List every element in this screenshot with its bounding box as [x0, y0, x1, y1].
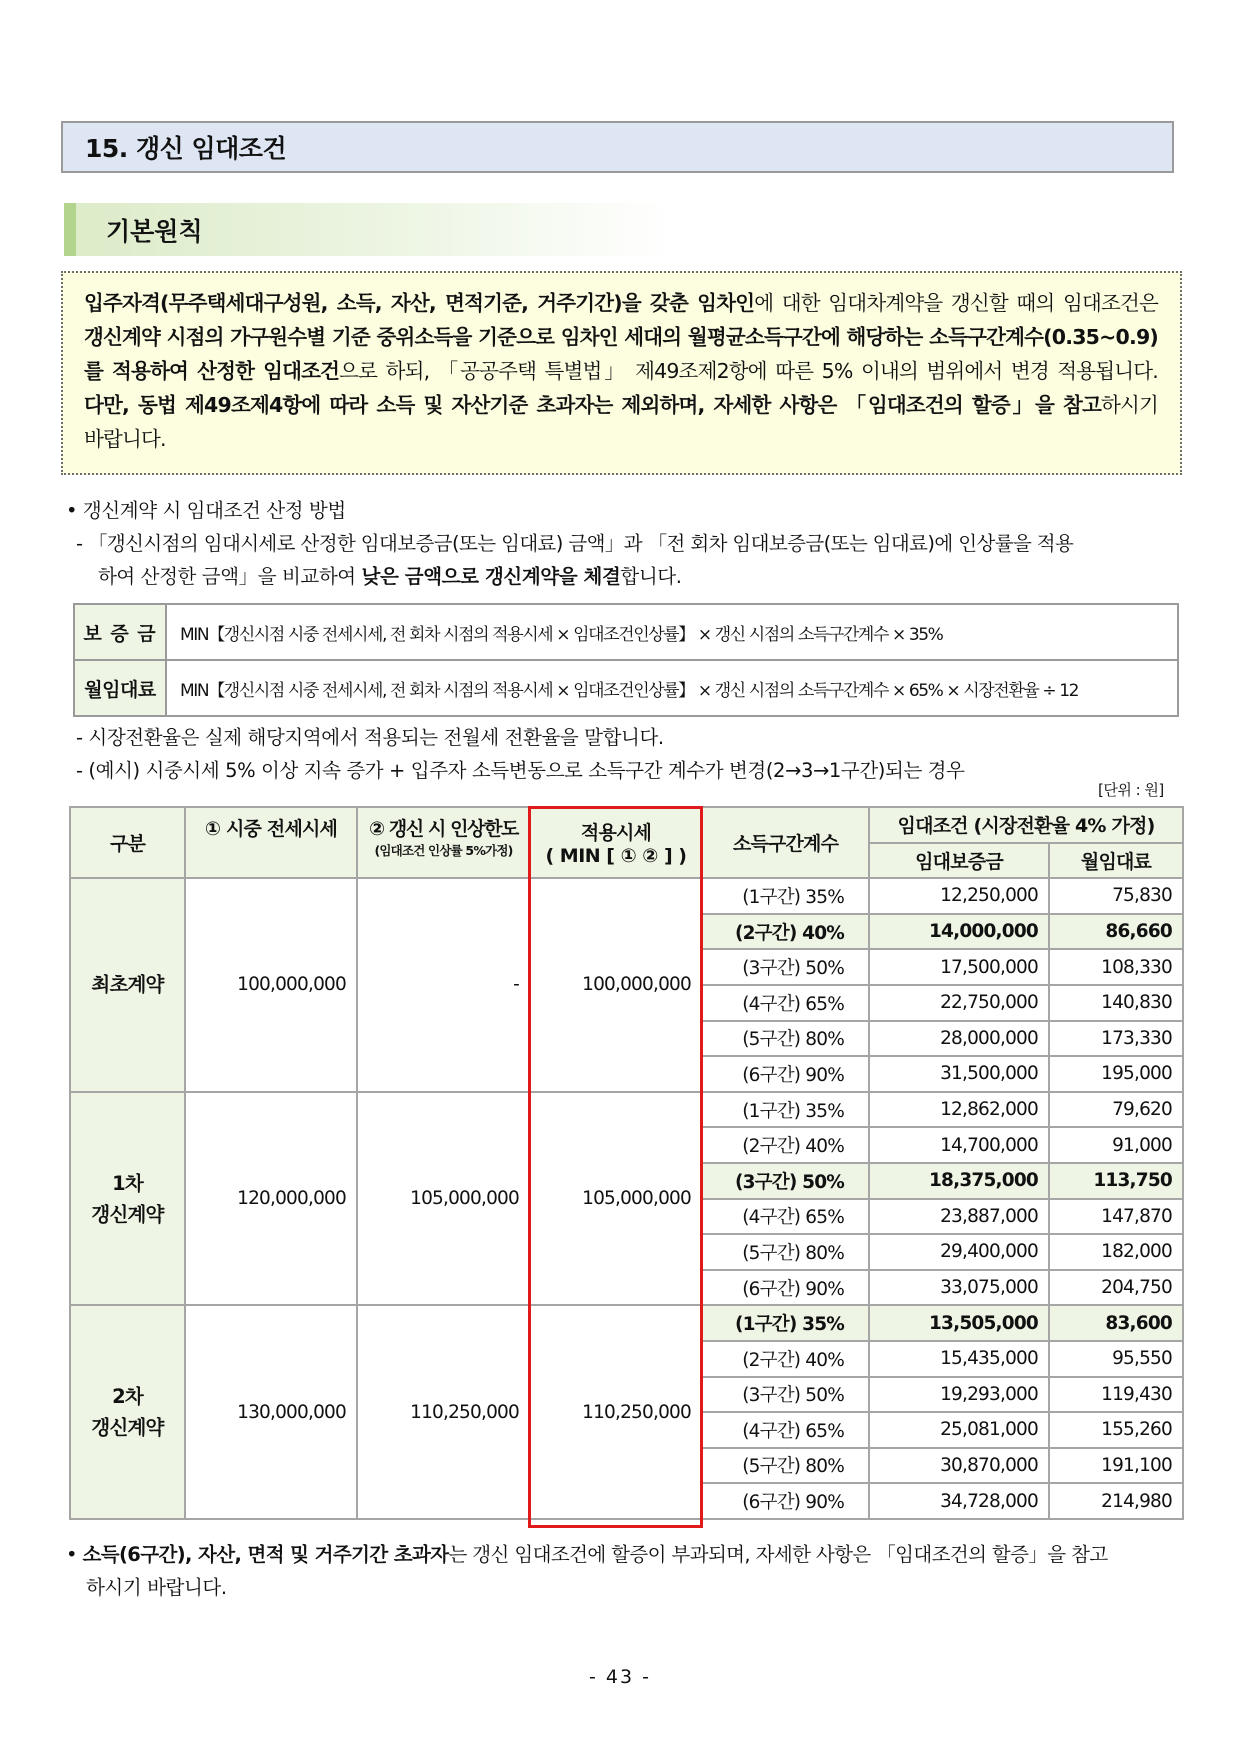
- deposit-cell: 19,293,000: [869, 1377, 1049, 1413]
- group-label-line-2: 갱신계약: [91, 1416, 164, 1440]
- monthly-rent-cell: 83,600: [1049, 1305, 1183, 1341]
- method-line-1: - 「갱신시점의 임대시세로 산정한 임대보증금(또는 임대료) 금액」과 「전 회차 임대보증금(또는 임대료)에 인상률을 적용: [76, 532, 1074, 555]
- header-category: 구분: [70, 807, 185, 878]
- monthly-rent-cell: 86,660: [1049, 914, 1183, 950]
- header-market-price: ① 시중 전세시세: [185, 807, 357, 878]
- income-section-cell: (4구간) 65%: [702, 1412, 869, 1448]
- deposit-cell: 14,700,000: [869, 1127, 1049, 1163]
- deposit-cell: 33,075,000: [869, 1270, 1049, 1306]
- formula-deposit: MIN【갱신시점 시중 전세시세, 전 회차 시점의 적용시세 × 임대조건인상률】 × 갱신 시점의 소득구간계수 × 35%: [166, 604, 1178, 660]
- group-label-line-1: 1차: [112, 1171, 143, 1195]
- table-body: [70, 878, 1183, 1519]
- monthly-rent-cell: 108,330: [1049, 949, 1183, 985]
- formula-label-rent: 월임대료: [74, 660, 166, 716]
- header-applied-price-formula: ( MIN [ ① ② ] ): [545, 845, 687, 868]
- principle-text-1: 입주자격(무주택세대구성원, 소득, 자산, 면적기준, 거주기간)을 갖춘 임차인: [84, 291, 755, 315]
- formula-label-deposit: 보 증 금: [74, 604, 166, 660]
- method-line-2a: 하여 산정한 금액」을 비교하여: [98, 565, 362, 588]
- deposit-cell: 12,862,000: [869, 1092, 1049, 1128]
- renewal-terms-table: [69, 806, 1184, 1520]
- market-price-cell: 100,000,000: [185, 878, 357, 1092]
- group-label: [70, 1092, 185, 1306]
- income-section-cell: (5구간) 80%: [702, 1234, 869, 1270]
- table-row: [70, 1305, 1183, 1341]
- deposit-cell: 18,375,000: [869, 1163, 1049, 1199]
- formula-rent: MIN【갱신시점 시중 전세시세, 전 회차 시점의 적용시세 × 임대조건인상률】 × 갱신 시점의 소득구간계수 × 65% × 시장전환율 ÷ 12: [166, 660, 1178, 716]
- increase-limit-cell: 105,000,000: [357, 1092, 530, 1306]
- deposit-cell: 30,870,000: [869, 1448, 1049, 1484]
- income-section-cell: (1구간) 35%: [702, 878, 869, 914]
- formula-table: [73, 603, 1179, 717]
- monthly-rent-cell: 195,000: [1049, 1056, 1183, 1092]
- income-section-cell: (3구간) 50%: [702, 1163, 869, 1199]
- deposit-cell: 22,750,000: [869, 985, 1049, 1021]
- market-price-cell: 120,000,000: [185, 1092, 357, 1306]
- increase-limit-cell: 110,250,000: [357, 1305, 530, 1519]
- deposit-cell: 28,000,000: [869, 1021, 1049, 1057]
- header-applied-price: [530, 807, 702, 878]
- header-income-coefficient: 소득구간계수: [702, 807, 869, 878]
- method-bullet: • 갱신계약 시 임대조건 산정 방법: [66, 499, 346, 522]
- method-line-2: [98, 560, 682, 594]
- income-section-cell: (2구간) 40%: [702, 914, 869, 950]
- group-label-line-1: 최초계약: [91, 973, 164, 997]
- deposit-cell: 17,500,000: [869, 949, 1049, 985]
- income-section-cell: (3구간) 50%: [702, 1377, 869, 1413]
- deposit-cell: 15,435,000: [869, 1341, 1049, 1377]
- formula-row-deposit: [74, 604, 1178, 660]
- header-increase-limit-label: ② 갱신 시 인상한도: [368, 818, 518, 840]
- method-line-2b: 낮은 금액으로 갱신계약을 체결: [361, 565, 621, 588]
- income-section-cell: (6구간) 90%: [702, 1270, 869, 1306]
- surcharge-note-line-2: 하시기 바랍니다.: [86, 1576, 227, 1599]
- header-increase-limit: [357, 807, 530, 878]
- group-label-line-2: 갱신계약: [91, 1202, 164, 1226]
- subsection-header: [64, 203, 672, 256]
- income-section-cell: (3구간) 50%: [702, 949, 869, 985]
- monthly-rent-cell: 191,100: [1049, 1448, 1183, 1484]
- surcharge-note-text: 는 갱신 임대조건에 할증이 부과되며, 자세한 사항은 「임대조건의 할증」을 참고: [448, 1543, 1108, 1566]
- applied-price-cell: 110,250,000: [530, 1305, 702, 1519]
- table-header-row-1: [70, 807, 1183, 843]
- deposit-cell: 31,500,000: [869, 1056, 1049, 1092]
- section-title: 15. 갱신 임대조건: [61, 121, 1174, 173]
- market-price-cell: 130,000,000: [185, 1305, 357, 1519]
- income-section-cell: (5구간) 80%: [702, 1021, 869, 1057]
- group-label: [70, 1305, 185, 1519]
- deposit-cell: 34,728,000: [869, 1483, 1049, 1519]
- page-number: - 43 -: [589, 1666, 651, 1688]
- principle-text-2: 에 대한 임대차계약을 갱신할 때의 임대조건은: [754, 291, 1159, 315]
- surcharge-note-bold: 소득(6구간), 자산, 면적 및 거주기간 초과자: [82, 1543, 449, 1566]
- subsection-title: 기본원칙: [106, 216, 203, 246]
- income-section-cell: (4구간) 65%: [702, 985, 869, 1021]
- monthly-rent-cell: 182,000: [1049, 1234, 1183, 1270]
- monthly-rent-cell: 155,260: [1049, 1412, 1183, 1448]
- monthly-rent-cell: 214,980: [1049, 1483, 1183, 1519]
- monthly-rent-cell: 147,870: [1049, 1199, 1183, 1235]
- income-section-cell: (1구간) 35%: [702, 1092, 869, 1128]
- income-section-cell: (2구간) 40%: [702, 1341, 869, 1377]
- income-section-cell: (6구간) 90%: [702, 1483, 869, 1519]
- note-conversion-rate: - 시장전환율은 실제 해당지역에서 적용되는 전월세 전환율을 말합니다.: [76, 726, 664, 749]
- income-section-cell: (2구간) 40%: [702, 1127, 869, 1163]
- applied-price-cell: 100,000,000: [530, 878, 702, 1092]
- subsection-accent-bar: [64, 203, 76, 256]
- header-applied-price-label: 적용시세: [580, 822, 652, 845]
- header-monthly-rent: 월임대료: [1049, 843, 1183, 879]
- monthly-rent-cell: 113,750: [1049, 1163, 1183, 1199]
- table-row: [70, 878, 1183, 914]
- deposit-cell: 23,887,000: [869, 1199, 1049, 1235]
- group-label: [70, 878, 185, 1092]
- note-example: - (예시) 시중시세 5% 이상 지속 증가 + 입주자 소득변동으로 소득구간 계수가 변경(2→3→1구간)되는 경우: [76, 759, 965, 782]
- principle-text-6: 하시기 바랍니다.: [84, 393, 1158, 451]
- monthly-rent-cell: 75,830: [1049, 878, 1183, 914]
- income-section-cell: (6구간) 90%: [702, 1056, 869, 1092]
- principle-text-5: 다만, 동법 제49조제4항에 따라 소득 및 자산기준 초과자는 제외하며, 자세한 사항은 「임대조건의 할증」을 참고: [84, 393, 1101, 417]
- income-section-cell: (5구간) 80%: [702, 1448, 869, 1484]
- surcharge-note: • 소득(6구간), 자산, 면적 및 거주기간 초과자는 갱신 임대조건에 할증이 부과되며, 자세한 사항은 「임대조건의 할증」을 참고: [66, 1543, 1108, 1566]
- monthly-rent-cell: 79,620: [1049, 1092, 1183, 1128]
- deposit-cell: 25,081,000: [869, 1412, 1049, 1448]
- income-section-cell: (1구간) 35%: [702, 1305, 869, 1341]
- deposit-cell: 12,250,000: [869, 878, 1049, 914]
- table-row: [70, 1092, 1183, 1128]
- method-line-2c: 합니다.: [620, 565, 682, 588]
- group-label-line-1: 2차: [112, 1385, 143, 1409]
- monthly-rent-cell: 91,000: [1049, 1127, 1183, 1163]
- principle-text-4: 으로 하되, 「공공주택 특별법」 제49조제2항에 따른 5% 이내의 범위에서 변경 적용됩니다.: [339, 359, 1158, 383]
- deposit-cell: 13,505,000: [869, 1305, 1049, 1341]
- income-section-cell: (4구간) 65%: [702, 1199, 869, 1235]
- header-increase-limit-note: (임대조건 인상률 5%가정): [374, 843, 513, 858]
- principle-box: [61, 271, 1182, 475]
- formula-row-rent: [74, 660, 1178, 716]
- monthly-rent-cell: 119,430: [1049, 1377, 1183, 1413]
- deposit-cell: 14,000,000: [869, 914, 1049, 950]
- header-rental-terms: 임대조건 (시장전환율 4% 가정): [869, 807, 1183, 843]
- applied-price-cell: 105,000,000: [530, 1092, 702, 1306]
- monthly-rent-cell: 204,750: [1049, 1270, 1183, 1306]
- principle-text-3: 갱신계약 시점의 가구원수별 기준 중위소득을 기준으로 임차인 세대의 월평균소득구간에 해당하는 소득구간계수(0.35~0.9)를 적용하여 산정한 임대조건: [84, 325, 1158, 383]
- increase-limit-cell: -: [357, 878, 530, 1092]
- header-deposit: 임대보증금: [869, 843, 1049, 879]
- monthly-rent-cell: 140,830: [1049, 985, 1183, 1021]
- monthly-rent-cell: 173,330: [1049, 1021, 1183, 1057]
- unit-label: [단위 : 원]: [1098, 781, 1164, 799]
- deposit-cell: 29,400,000: [869, 1234, 1049, 1270]
- monthly-rent-cell: 95,550: [1049, 1341, 1183, 1377]
